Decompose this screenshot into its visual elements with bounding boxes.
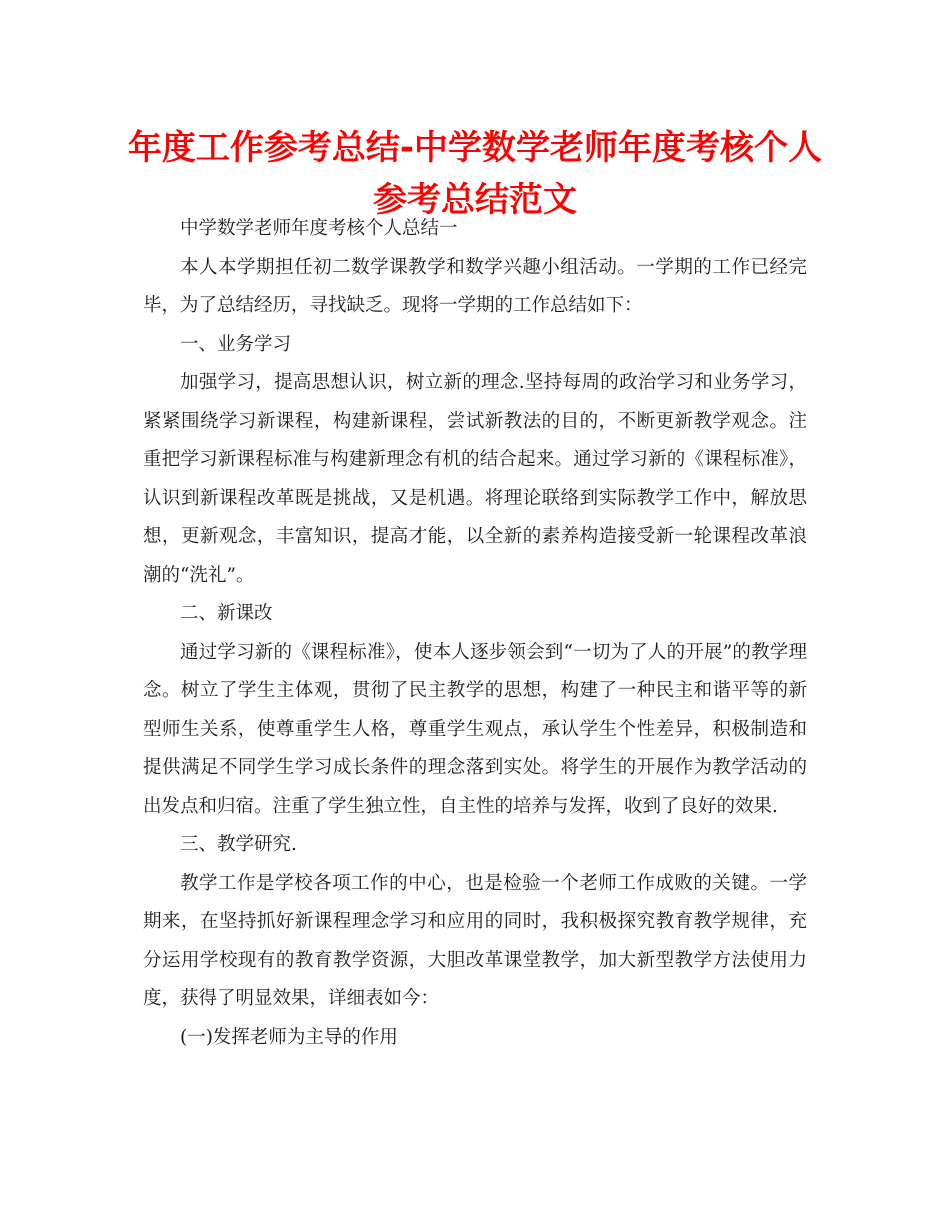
intro-paragraph: 本人本学期担任初二数学课教学和数学兴趣小组活动。一学期的工作已经完毕，为了总结经历，寻找缺乏。现将一学期的工作总结如下： bbox=[143, 256, 807, 316]
business-study-paragraph: 加强学习，提高思想认识，树立新的理念.坚持每周的政治学习和业务学习，紧紧围绕学习新课程，构建新课程，尝试新教法的目的，不断更新教学观念。注重把学习新课程标准与构建新理念有机的结合起来。通过学习新的《课程标准》，认识到新课程改革既是挑战，又是机遇。将理论联络到实际教学工作中，解放思想，更新观念，丰富知识，提高才能，以全新的素养构造接受新一轮课程改革浪潮的“洗礼”。 bbox=[143, 372, 807, 586]
section-heading-business-study: 一、业务学习 bbox=[180, 333, 292, 355]
teaching-research-paragraph: 教学工作是学校各项工作的中心，也是检验一个老师工作成败的关键。一学期来，在坚持抓好新课程理念学习和应用的同时，我积极探究教育教学规律，充分运用学校现有的教育教学资源，大胆改革课堂教学，加大新型教学方法使用力度，获得了明显效果，详细表如今： bbox=[143, 872, 807, 1009]
intro-heading: 中学数学老师年度考核个人总结一 bbox=[180, 218, 458, 239]
document-title: 年度工作参考总结-中学数学老师年度考核个人参考总结范文 bbox=[127, 128, 823, 220]
subsection-heading-teacher-role: (一)发挥老师为主导的作用 bbox=[180, 1026, 398, 1048]
new-curriculum-paragraph: 通过学习新的《课程标准》，使本人逐步领会到“一切为了人的开展”的教学理念。树立了学生主体观，贯彻了民主教学的思想，构建了一种民主和谐平等的新型师生关系，使尊重学生人格，尊重学生观点，承认学生个性差异，积极制造和提供满足不同学生学习成长条件的理念落到实处。将学生的开展作为教学活动的出发点和归宿。注重了学生独立性，自主性的培养与发挥，收到了良好的效果. bbox=[143, 641, 807, 817]
document-body bbox=[143, 210, 807, 1057]
section-heading-teaching-research: 三、教学研究. bbox=[180, 834, 297, 855]
section-heading-new-curriculum: 二、新课改 bbox=[180, 603, 273, 624]
